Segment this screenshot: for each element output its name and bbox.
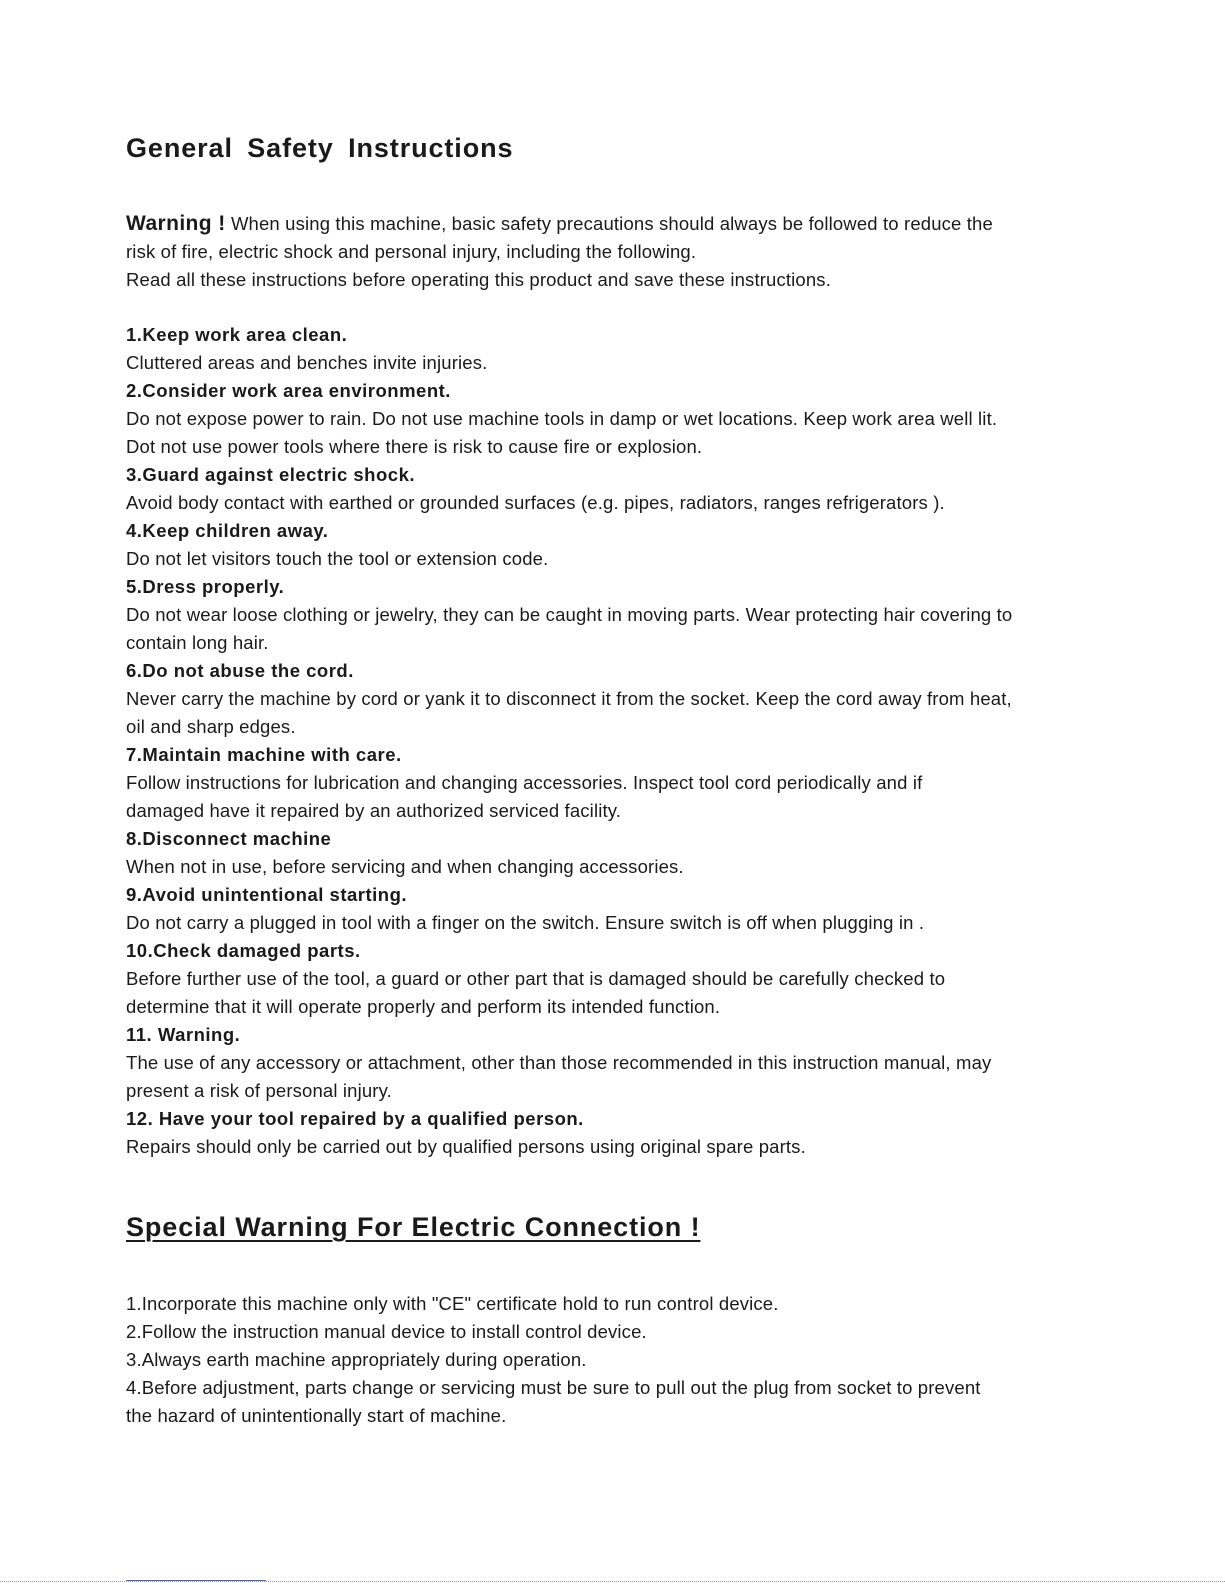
rule-text: Avoid body contact with earthed or grounded surfaces (e.g. pipes, radiators, ranges refrigerators ). — [126, 492, 945, 513]
intro-line-3: Read all these instructions before operating this product and save these instructions. — [126, 269, 831, 290]
rule-text: The use of any accessory or attachment, other than those recommended in this instruction manual, may — [126, 1052, 992, 1073]
rule-item — [126, 937, 1106, 1021]
safety-rules-list — [126, 321, 1106, 1161]
rule-text: Never carry the machine by cord or yank it to disconnect it from the socket. Keep the cord away from heat, — [126, 688, 1012, 709]
intro-line-1 — [126, 210, 1106, 238]
rule-text: Before further use of the tool, a guard or other part that is damaged should be carefully checked to — [126, 968, 946, 989]
rule-text: Repairs should only be carried out by qualified persons using original spare parts. — [126, 1136, 806, 1157]
rule-item — [126, 1105, 1106, 1161]
rule-heading: 8.Disconnect machine — [126, 828, 332, 849]
rule-text: When not in use, before servicing and when changing accessories. — [126, 856, 684, 877]
rule-item — [126, 657, 1106, 741]
warning-label: Warning ! — [126, 212, 226, 235]
rule-heading: 12. Have your tool repaired by a qualified person. — [126, 1108, 584, 1129]
rule-text: Do not expose power to rain. Do not use machine tools in damp or wet locations. Keep work area well lit. — [126, 408, 998, 429]
special-item: 3.Always earth machine appropriately during operation. — [126, 1349, 587, 1370]
rule-item — [126, 881, 1106, 937]
rule-text: Do not let visitors touch the tool or extension code. — [126, 548, 549, 569]
rule-item — [126, 377, 1106, 461]
rule-heading: 6.Do not abuse the cord. — [126, 660, 354, 681]
special-warning-title: Special Warning For Electric Connection ! — [126, 1212, 701, 1242]
rule-heading: 9.Avoid unintentional starting. — [126, 884, 408, 905]
page-bottom-mark — [126, 1580, 266, 1581]
rule-item — [126, 573, 1106, 657]
special-item: 1.Incorporate this machine only with "CE" certificate hold to run control device. — [126, 1293, 779, 1314]
page-title: General Safety Instructions — [126, 133, 514, 163]
special-item: the hazard of unintentionally start of machine. — [126, 1405, 507, 1426]
intro-text: When using this machine, basic safety precautions should always be followed to reduce the — [230, 213, 993, 234]
rule-heading: 11. Warning. — [126, 1024, 241, 1045]
intro-line-2: risk of fire, electric shock and personal injury, including the following. — [126, 241, 697, 262]
rule-text: Follow instructions for lubrication and changing accessories. Inspect tool cord periodically and if — [126, 772, 923, 793]
rule-item — [126, 1021, 1106, 1105]
rule-item — [126, 321, 1106, 377]
rule-item — [126, 825, 1106, 881]
rule-item — [126, 741, 1106, 825]
page-bottom-divider — [0, 1581, 1225, 1585]
rule-text: Do not carry a plugged in tool with a finger on the switch. Ensure switch is off when plugging in . — [126, 912, 925, 933]
rule-heading: 5.Dress properly. — [126, 576, 285, 597]
rule-heading: 4.Keep children away. — [126, 520, 329, 541]
special-item: 4.Before adjustment, parts change or servicing must be sure to pull out the plug from socket to prevent — [126, 1377, 981, 1398]
special-item: 2.Follow the instruction manual device to install control device. — [126, 1321, 647, 1342]
rule-heading: 1.Keep work area clean. — [126, 324, 348, 345]
rule-text: oil and sharp edges. — [126, 716, 296, 737]
rule-heading: 7.Maintain machine with care. — [126, 744, 402, 765]
intro-warning — [126, 210, 1106, 294]
rule-text: damaged have it repaired by an authorized serviced facility. — [126, 800, 622, 821]
rule-text: Do not wear loose clothing or jewelry, they can be caught in moving parts. Wear protecting hair covering to — [126, 604, 1013, 625]
rule-item — [126, 517, 1106, 573]
rule-text: contain long hair. — [126, 632, 269, 653]
rule-heading: 10.Check damaged parts. — [126, 940, 361, 961]
rule-text: present a risk of personal injury. — [126, 1080, 392, 1101]
rule-heading: 2.Consider work area environment. — [126, 380, 451, 401]
rule-text: determine that it will operate properly and perform its intended function. — [126, 996, 721, 1017]
rule-heading: 3.Guard against electric shock. — [126, 464, 415, 485]
special-warning-list — [126, 1290, 1106, 1430]
rule-text: Dot not use power tools where there is risk to cause fire or explosion. — [126, 436, 703, 457]
rule-item — [126, 461, 1106, 517]
rule-text: Cluttered areas and benches invite injuries. — [126, 352, 488, 373]
